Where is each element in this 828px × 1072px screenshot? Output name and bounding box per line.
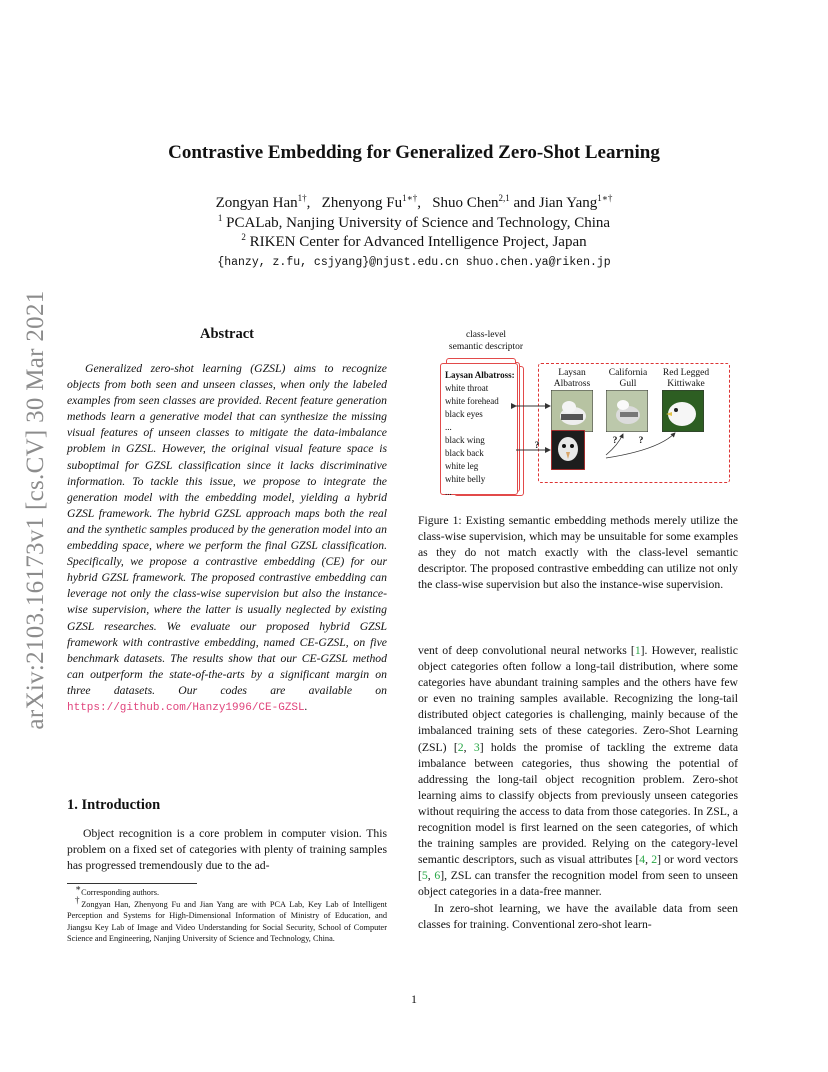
attr: white belly	[445, 474, 486, 484]
attr: black wing	[445, 435, 485, 445]
attr: black eyes	[445, 409, 483, 419]
citation-link[interactable]: 4	[639, 853, 646, 867]
abstract-text: Generalized zero-shot learning (GZSL) aims to recognize objects from both seen and unseen classes, when only the labeled examples from seen classes are provided. Recent feature generation methods learn a generative model that can synthesize the missing visual features of unseen classes to mitigate the data-imbalance problem in GZSL. However, the original visual feature space is suboptimal for GZSL classification since it lacks discriminative information. To tackle this issue, we propose to integrate the generation model with the embedding model, yielding a hybrid GZSL framework. The hybrid GZSL approach maps both the real and the synthetic samples produced by the generation model into an embedding space, where we perform the final GZSL classification. Specifically, we propose a contrastive embedding (CE) for our hybrid GZSL framework. The proposed contrastive embedding can leverage not only the class-wise supervision but also the instance-wise supervision, where the latter is usually neglected by existing GZSL researches. We evaluate our proposed hybrid GZSL framework with contrastive embedding, named CE-GZSL, on five benchmark datasets. The results show that our CE-GZSL method can outperform the state-of-the-arts by a significant margin on three datasets. Our codes are available on	[67, 362, 387, 697]
question-mark-3: ?	[638, 436, 644, 446]
class2-line2: Gull	[619, 379, 637, 389]
citation-link[interactable]: 2	[651, 853, 658, 867]
affiliation-1	[0, 215, 828, 232]
text-run: ] or word vectors [	[418, 853, 739, 883]
author-list: Zongyan Han$^{1\dagger}$, Zhenyong $Fu^{1∗\dagger}$, Shuo Chen$^{2,1}$ and Jian Yang$^{1∗\dagger}$	[215, 193, 613, 211]
attr: ...	[445, 487, 452, 497]
author-3-mark: 2,1	[498, 193, 510, 203]
descriptor-title: Laysan Albatross:	[445, 370, 515, 380]
author-2: Zhenyong Fu	[321, 195, 403, 211]
text-run: ] holds the promise of tackling the extreme data imbalance between categories, thus showing the potential of addressing the long-tail object recognition problem. Zero-shot learning aims to classify objects from previously unseen categories without requiring the access to data from those categories. In ZSL, a recognition model is first learned on the seen categories, of which the training samples are provided. Relying on the category-level semantic descriptors, such as visual attributes [	[418, 740, 739, 867]
attr: white throat	[445, 383, 489, 393]
attr: white forehead	[445, 396, 499, 406]
figure-label-top: class-level	[465, 330, 507, 340]
aff1-text: PCALab, Nanjing University of Science and Technology, China	[226, 215, 611, 231]
text-run: ], ZSL can transfer the recognition model from seen to unseen object categories in a data-free manner.	[418, 869, 738, 899]
author-3: Shuo Chen	[432, 195, 499, 211]
aff1-mark: 1	[217, 213, 223, 223]
aff2-mark: 2	[241, 232, 246, 242]
page-number: 1	[411, 992, 417, 1006]
abstract-body	[67, 361, 387, 716]
author-4: and Jian Yang	[513, 195, 598, 211]
text-run: ,	[427, 869, 435, 883]
affiliation-2	[0, 234, 828, 251]
fn2-mark: †	[75, 894, 82, 905]
class1-line2: Albatross	[553, 379, 591, 389]
figure-label-bottom: semantic descriptor	[448, 342, 524, 352]
author-2-mark: 1∗†	[402, 193, 418, 203]
footnote-rule	[67, 883, 197, 884]
citation-link[interactable]: 5	[421, 869, 428, 883]
fn1-mark: ∗	[75, 883, 82, 894]
paragraph-2: In zero-shot learning, we have the available data from seen classes for training. Conventional zero-shot learn-	[418, 901, 738, 931]
citation-link[interactable]: 2	[457, 740, 464, 754]
figure-1-caption: Figure 1: Existing semantic embedding methods merely utilize the class-wise supervision, which may be unsuitable for some examples as they do not match exactly with the class-level semantic descriptor. The proposed contrastive embedding can utilize not only the class-wise supervision but also the instance-wise supervision.	[418, 514, 738, 592]
footnotes	[67, 883, 388, 945]
text-run: ,	[645, 853, 652, 867]
author-1: Zongyan Han	[215, 195, 298, 211]
citation-link[interactable]: 6	[434, 869, 441, 883]
attr: ...	[445, 422, 452, 432]
abstract-heading: Abstract	[200, 326, 254, 342]
attr: black back	[445, 448, 484, 458]
code-link[interactable]: https://github.com/Hanzy1996/CE-GZSL	[67, 701, 305, 714]
emails: {hanzy, z.fu, csjyang}@njust.edu.cn shuo.chen.ya@riken.jp	[217, 256, 611, 269]
text-run: ]. However, realistic object categories often follow a long-tail distribution, where some categories have abundant training samples and the others have few or even no training samples available. Recognizing the long-tail distributed object categories is challenging, mainly because of the imbalanced training sets of these categories. Zero-Shot Learning (ZSL) [	[418, 644, 738, 754]
figure-arrows	[418, 330, 738, 505]
intro-paragraph	[67, 826, 387, 874]
text-run: ,	[463, 740, 474, 754]
question-mark-1: ?	[534, 441, 540, 451]
class3-line1: Red Legged	[662, 368, 710, 378]
paper-title: Contrastive Embedding for Generalized Zero-Shot Learning	[168, 142, 660, 163]
class2-line1: California	[608, 368, 648, 378]
arxiv-stamp	[10, 250, 62, 770]
class3-line2: Kittiwake	[667, 379, 705, 389]
author-4-mark: 1∗†	[597, 193, 613, 203]
text-run: vent of deep convolutional neural networks [	[418, 644, 635, 657]
abstract-end: .	[304, 699, 308, 713]
section-heading-introduction: 1. Introduction	[67, 797, 161, 813]
footnote-1: Corresponding authors.	[81, 888, 160, 897]
figure-1	[418, 330, 738, 505]
aff2-text: RIKEN Center for Advanced Intelligence Project, Japan	[249, 234, 587, 250]
intro-text: Object recognition is a core problem in computer vision. This problem on a fixed set of categories with plenty of training samples has progressed tremendously due to the ad-	[67, 827, 387, 873]
footnote-2: Zongyan Han, Zhenyong Fu and Jian Yang are with PCA Lab, Key Lab of Intelligent Perception and Systems for High-Dimensional Information of Ministry of Education, and Jiangsu Key Lab of Image and Video Understanding for Social Security, School of Computer Science and Engineering, Nanjing University of Science and Technology, China.	[67, 899, 388, 944]
author-1-mark: 1†	[297, 193, 307, 203]
attr: white leg	[445, 461, 479, 471]
arxiv-id: arXiv:2103.16173v1 [cs.CV] 30 Mar 2021	[22, 290, 49, 730]
question-mark-2: ?	[612, 436, 618, 446]
class1-line1: Laysan	[558, 368, 586, 378]
right-column-text	[418, 643, 738, 933]
citation-link[interactable]: 1	[634, 644, 641, 657]
citation-link[interactable]: 3	[473, 740, 480, 754]
